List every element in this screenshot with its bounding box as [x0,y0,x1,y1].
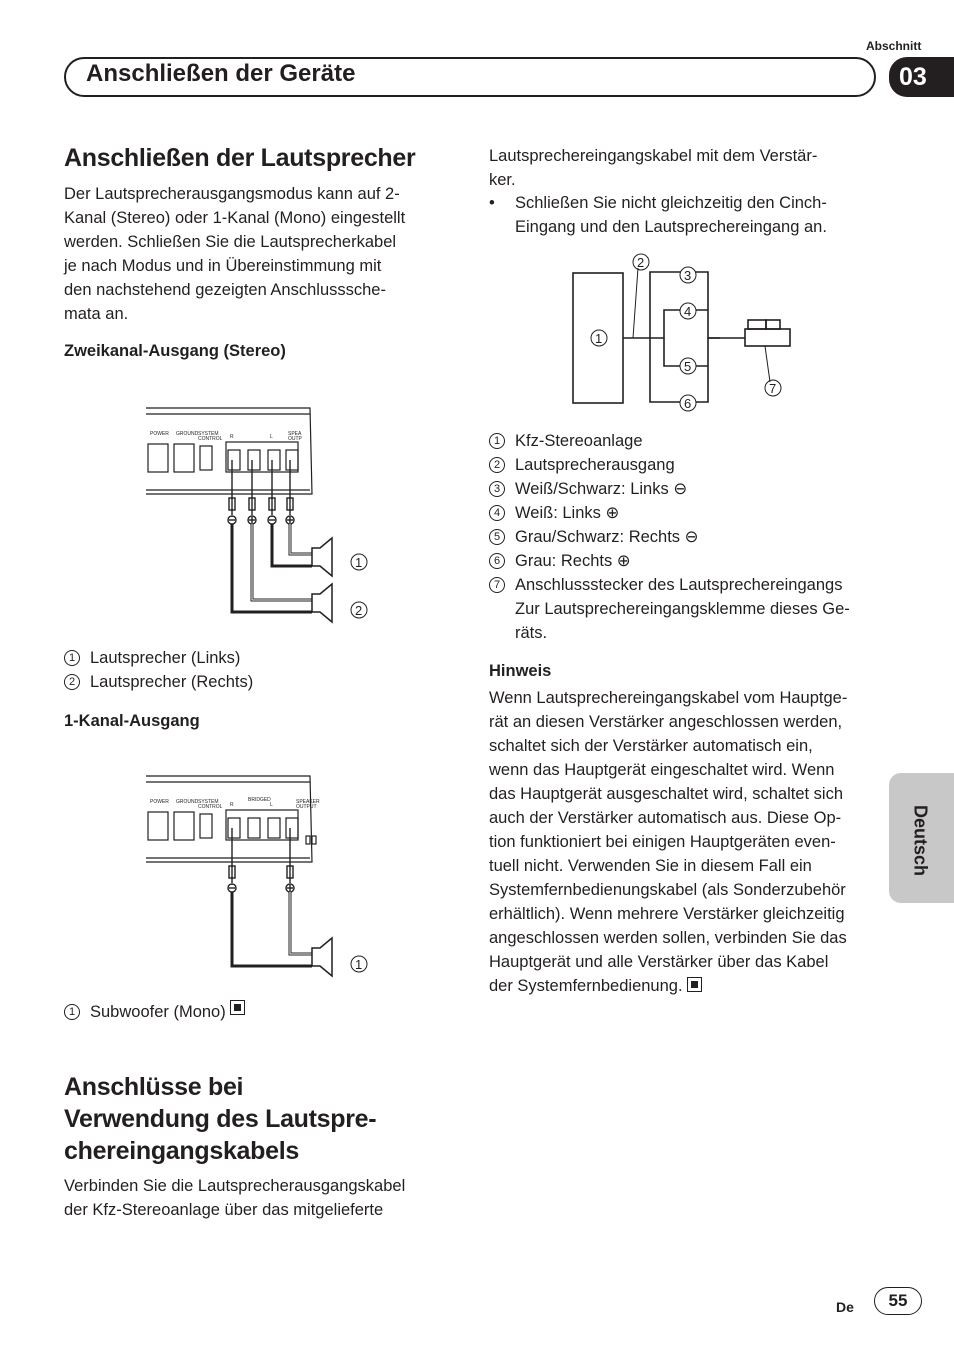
svg-text:BRIDGED: BRIDGED [248,797,271,803]
list-item: 1 Kfz-Stereoanlage [489,429,874,453]
svg-text:POWER: POWER [150,799,169,805]
svg-text:1: 1 [355,957,363,972]
mono-legend [64,1000,245,1024]
heading-speaker-connection: Anschließen der Lautsprecher [64,144,416,172]
list-item: 1 Lautsprecher (Links) [64,646,253,670]
end-mark-icon [687,977,702,992]
page-number: 55 [874,1287,922,1315]
svg-text:1: 1 [355,555,363,570]
svg-text:OUTP: OUTP [288,436,302,442]
svg-text:SYSTEM: SYSTEM [198,799,219,805]
note-heading: Hinweis [489,662,552,680]
intro-paragraph: Der Lautsprecherausgangsmodus kann auf 2- Kanal (Stereo) oder 1-Kanal (Mono) eingestellt werden. Schließen Sie die Lautsprecherkabel je nach Modus und in Übereinstimmung mit den nachstehend gezeigten Anschlusssche- mata an. [64,185,406,323]
svg-text:CONTROL: CONTROL [198,804,223,810]
svg-text:1: 1 [595,331,603,346]
svg-text:R: R [230,434,234,440]
list-item: 6 Grau: Rechts ⊕ [489,549,874,573]
footer-language: De [836,1299,854,1315]
svg-text:2: 2 [355,603,363,618]
speaker-input-cable-diagram [560,250,800,420]
svg-text:6: 6 [684,396,692,411]
section-label: Abschnitt [866,39,922,53]
svg-text:GROUND: GROUND [176,431,199,437]
stereo-heading: Zweikanal-Ausgang (Stereo) [64,342,286,360]
speaker-input-paragraph: Verbinden Sie die Lautsprecherausgangskabel der Kfz-Stereoanlage über das mitgelieferte [64,1177,406,1219]
svg-text:L: L [270,434,273,440]
list-item: 4 Weiß: Links ⊕ [489,501,874,525]
svg-text:5: 5 [684,359,692,374]
svg-text:SPEA: SPEA [288,431,302,437]
svg-text:7: 7 [769,381,777,396]
chapter-title: Anschließen der Geräte [86,60,356,87]
list-item: 2 Lautsprecherausgang [489,453,874,477]
svg-text:SYSTEM: SYSTEM [198,431,219,437]
svg-text:4: 4 [684,304,692,319]
heading-speaker-input-cable: Anschlüsse bei Verwendung des Lautspre- chereingangskabels [64,1073,377,1165]
svg-text:R: R [230,802,234,808]
mono-wiring-diagram [140,768,390,978]
list-item: 2 Lautsprecher (Rechts) [64,670,253,694]
svg-text:L: L [270,802,273,808]
stereo-wiring-diagram [140,400,390,630]
continuation-paragraph: Lautsprechereingangskabel mit dem Verstär- ker. [489,147,818,189]
note-paragraph: Wenn Lautsprechereingangskabel vom Hauptge- rät an diesen Verstärker angeschlossen werden, schaltet sich der Verstärker automatisch ein, wenn das Hauptgerät eingeschaltet wird. Wenn das Hauptgerät ausgeschaltet wird, schaltet sich auch der Verstärker automatisch aus. Diese Op- tion funktioniert bei einigen Hauptgeräten even- tuell nicht. Verwenden Sie in diesem Fall ein Systemfernbedienungskabel (als Sonderzubehör erhältlich). Wenn mehrere Verstärker gleichzeitig angeschlossen werden sollen, verbinden Sie das Hauptgerät und alle Verstärker über das Kabel der Systemfernbedienung. [489,689,848,995]
stereo-legend [64,646,253,694]
warning-bullet: • Schließen Sie nicht gleichzeitig den Cinch- Eingang und den Lautsprechereingang an. [489,194,827,236]
list-item: 7 Anschlussstecker des Lautsprechereingangs Zur Lautsprechereingangsklemme dieses Ge- räts. [489,573,874,645]
svg-text:OUTPUT: OUTPUT [296,804,317,810]
cable-legend [489,429,874,645]
svg-text:GROUND: GROUND [176,799,199,805]
svg-text:3: 3 [684,268,692,283]
svg-text:2: 2 [637,255,645,270]
svg-text:SPEAKER: SPEAKER [296,799,320,805]
chapter-number-badge: 03 [889,57,954,97]
mono-heading: 1-Kanal-Ausgang [64,712,200,730]
list-item: 3 Weiß/Schwarz: Links ⊖ [489,477,874,501]
end-mark-icon [230,1000,245,1015]
svg-text:POWER: POWER [150,431,169,437]
svg-text:CONTROL: CONTROL [198,436,223,442]
language-side-tab-label: Deutsch [910,804,931,876]
list-item: 5 Grau/Schwarz: Rechts ⊖ [489,525,874,549]
list-item: 1 Subwoofer (Mono) [64,1000,245,1024]
